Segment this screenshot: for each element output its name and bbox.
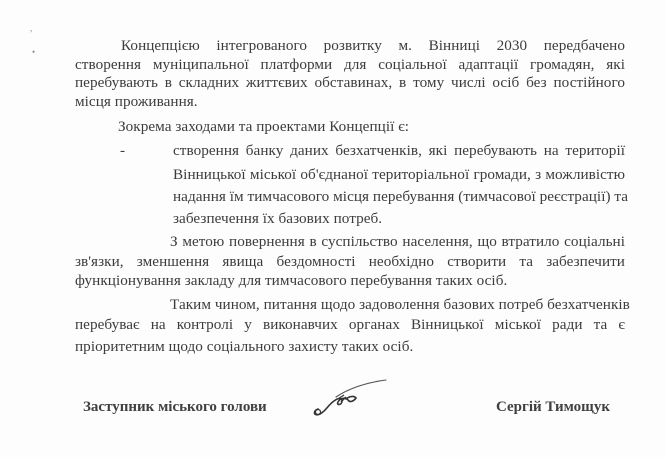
text-line: надання їм тимчасового місця перебування (тимчасової реєстрації) та: [173, 188, 629, 205]
text-line: функціонування закладу для тимчасового перебування таких осіб.: [75, 272, 508, 289]
text-line: створення муніципальної платформи для соціальної адаптації громадян, які: [75, 56, 625, 73]
text-line: перебуває на контролі у виконавчих органах Вінницької міської ради та є: [75, 316, 625, 333]
text-line: Зокрема заходами та проектами Концепції є:: [118, 118, 410, 135]
signer-name: Сергій Тимощук: [496, 399, 610, 415]
text-line: З метою повернення в суспільство населення, що втратило соціальні: [170, 233, 625, 250]
margin-dot: •: [32, 47, 36, 57]
text-line: зв'язки, зменшення явища бездомності необхідно створити та забезпечити: [75, 253, 625, 270]
text-line: Концепцією інтегрованого розвитку м. Вінниці 2030 передбачено: [121, 37, 625, 54]
margin-mark: ,: [30, 23, 33, 33]
text-line: Таким чином, питання щодо задоволення базових потреб безхатченків: [170, 296, 630, 313]
bullet-dash-icon: -: [120, 142, 126, 159]
text-line: пріоритетним щодо соціального захисту таких осіб.: [75, 338, 414, 355]
text-line: створення банку даних безхатченків, які перебувають на території: [173, 142, 625, 159]
text-line: перебувають в складних життєвих обставинах, в тому числі осіб без постійного: [75, 74, 625, 91]
text-line: місця проживання.: [75, 93, 198, 110]
text-line: Вінницької міської об'єднаної територіальної громади, з можливістю: [173, 166, 625, 183]
signer-title: Заступник міського голови: [83, 399, 267, 415]
handwritten-signature-icon: [308, 375, 388, 421]
text-line: забезпечення їх базових потреб.: [173, 210, 383, 227]
